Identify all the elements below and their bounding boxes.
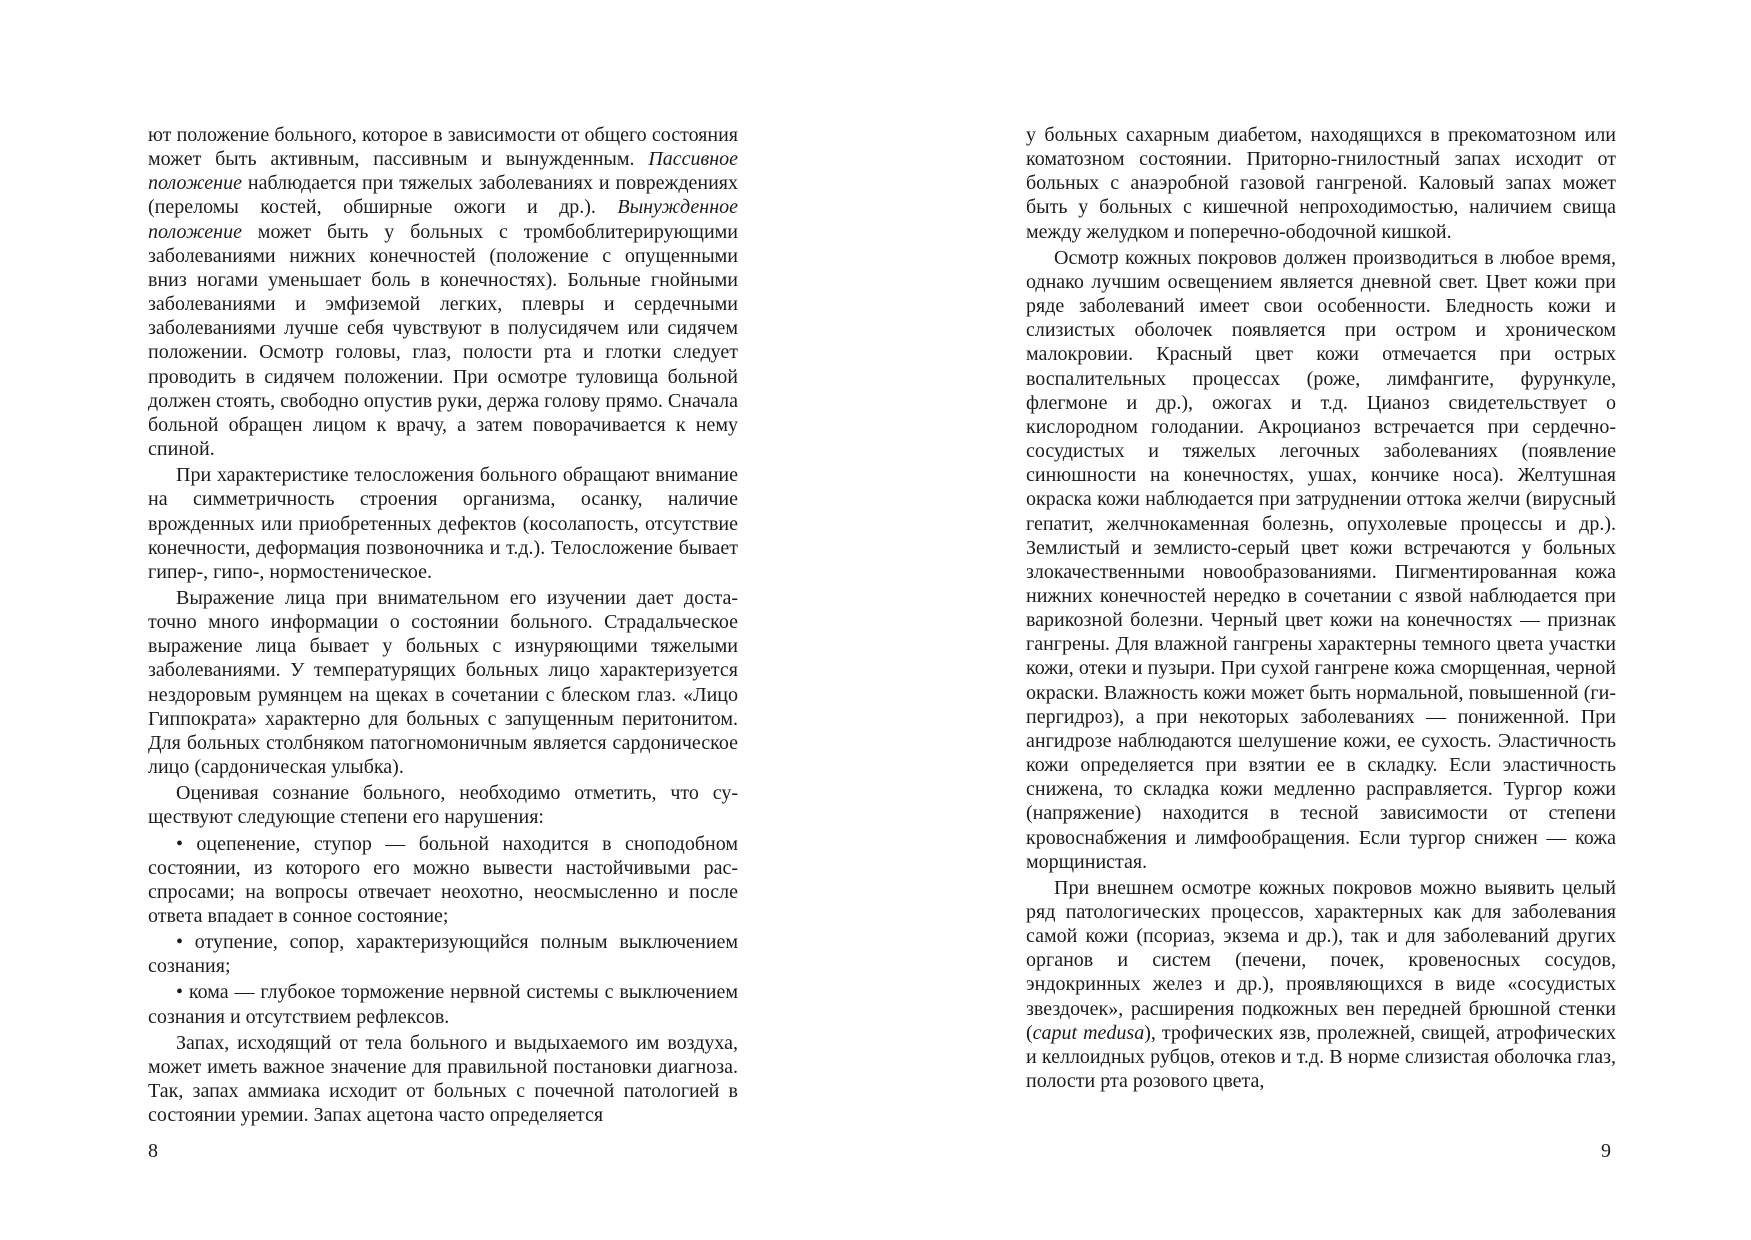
italic-term: caput medusa	[1032, 1021, 1145, 1044]
paragraph	[148, 586, 738, 779]
text-run: Осмотр кожных покровов должен производиться в любое время, однако лучшим освещением является дневной свет. Цвет кожи при ряде заболеваний имеет свои особенности. Бледность кожи и слизистых оболочек появляется при остром и хроническом малокровии. Красный цвет кожи отмечается при острых воспалительных процессах (роже, лимфангите, фурункуле, флегмоне и др.), ожогах и т.д. Цианоз свидетельствует о кислородном голодании. Акроцианоз встречается при сердечно-сосудистых и тяжелых легочных заболеваниях (появление синюшности на конечностях, ушах, кончике носа). Желтушная окраска кожи наблюдается при затруднении оттока желчи (вирусный гепатит, желчнокаменная болезнь, опухолевые процессы и др.). Землистый и землисто-серый цвет кожи встречаются у больных злокачественными новообразованиями. Пигментированная кожа нижних конечностей нередко в сочетании с язвой наблюдается при варикозной болезни. Черный цвет кожи на конечностях — признак гангрены. Для влажной гангрены характерны темного цвета участки кожи, отеки и пузыри. При сухой гангрене кожа сморщенная, черной окраски. Влажность кожи может быть нормальной, повышенной (гипергидроз), а при некоторых заболеваниях — пониженной. При ангидрозе наблюдаются шелушение кожи, ее сухость. Эластичность кожи определяется при взятии ее в складку. Если эластичность снижена, то складка кожи медленно расправляется. Тургор кожи (напряжение) находится в тесной зависимости от степени кровоснабжения и лимфообращения. Если тургор снижен — кожа морщинистая.	[1026, 246, 1616, 873]
right-page-number: 9	[1601, 1140, 1611, 1162]
left-page-number: 8	[148, 1140, 158, 1162]
text-run: При внешнем осмотре кожных покровов можно выявить целый ряд патологических процессов, характерных как для заболевания самой кожи (псориаз, экзема и др.), так и для заболеваний других органов и систем (печени, почек, кровеносных сосудов, эндокринных желез и др.), проявляющихся в виде «сосудистых звездочек», расширения подкожных вен передней брюшной стенки (	[1026, 876, 1616, 1044]
left-page-text	[148, 123, 738, 1129]
paragraph	[148, 1031, 738, 1128]
italic-term: Вынужденное положение	[148, 196, 738, 243]
text-run: При характеристике телосложения больного обращают внимание на симметричность строения организма, осанку, наличие врожденных или приобретенных дефектов (косолапость, отсутствие конечности, деформация позвоночника и т.д.). Телосложение бывает гипер-, гипо-, нормостеническое.	[148, 464, 738, 583]
bullet-item	[148, 980, 738, 1028]
text-run: ), трофических язв, пролежней, свищей, атрофических и келлоидных рубцов, отеков и т.д. В норме слизистая оболочка глаз, полости рта розового цвета,	[1026, 1021, 1617, 1093]
bullet-item	[148, 832, 738, 929]
text-run: • отупение, сопор, характеризующийся полным выключением сознания;	[148, 931, 738, 978]
bullet-item	[148, 930, 738, 978]
paragraph	[148, 781, 738, 829]
text-run: • кома — глубокое торможение нервной системы с выключением сознания и отсутствием рефлексов.	[148, 981, 738, 1028]
paragraph	[1026, 123, 1616, 244]
text-run: ют положение больного, которое в зависимости от общего состояния может быть активным, пассивным и вынужденным.	[148, 124, 738, 171]
right-page	[876, 0, 1751, 1240]
italic-term: Пассивное положение	[148, 148, 738, 195]
paragraph	[1026, 876, 1616, 1093]
text-run: • оцепенение, ступор — больной находится в сноподобном состоянии, из которого его можно вывести настойчивыми расспросами; на вопросы отвечает неохотно, неосмысленно и после ответа впадает в сонное состояние;	[148, 832, 738, 927]
right-page-text	[1026, 123, 1616, 1095]
text-run: может быть у больных с тромбоблитерирующими заболеваниями нижних конечностей (положение с опущенными вниз ногами уменьшает боль в конечностях). Больные гнойными заболеваниями и эмфиземой легких, плевры и сердечными заболеваниями лучше себя чувствуют в полусидячем или сидячем положении. Осмотр головы, глаз, полости рта и глотки следует проводить в сидячем положении. При осмотре туловища больной должен стоять, свободно опустив руки, держа голову прямо. Сначала больной обращен лицом к врачу, а затем поворачивается к нему спиной.	[148, 220, 738, 461]
text-run: Выражение лица при внимательном его изучении дает достаточно много информации о состоянии больного. Страдальческое выражение лица бывает у больных с изнуряющими тяжелыми заболеваниями. У температурящих больных лицо характеризуется нездоровым румянцем на щеках в сочетании с блеском глаз. «Лицо Гиппократа» характерно для больных с запущенным перитонитом. Для больных столбняком патогномоничным является сардоническое лицо (сардоническая улыбка).	[148, 586, 738, 779]
paragraph	[148, 123, 738, 461]
left-page	[0, 0, 875, 1240]
text-run: Запах, исходящий от тела больного и выдыхаемого им воздуха, может иметь важное значение для правильной постановки диагноза. Так, запах аммиака исходит от больных с почечной патологией в состоянии уремии. Запах ацетона часто определяется	[148, 1031, 738, 1127]
text-run: Оценивая сознание больного, необходимо отметить, что существуют следующие степени его нарушения:	[148, 782, 738, 829]
text-run: у больных сахарным диабетом, находящихся в прекоматозном или коматозном состоянии. Приторно-гнилостный запах исходит от больных с анаэробной газовой гангреной. Каловый запах может быть у больных с кишечной непроходимостью, наличием свища между желудком и поперечно-ободочной кишкой.	[1026, 124, 1616, 243]
paragraph	[148, 463, 738, 584]
text-run: наблюдается при тяжелых заболеваниях и повреждениях (переломы костей, обширные ожоги и др.).	[148, 172, 738, 219]
paragraph	[1026, 246, 1616, 874]
